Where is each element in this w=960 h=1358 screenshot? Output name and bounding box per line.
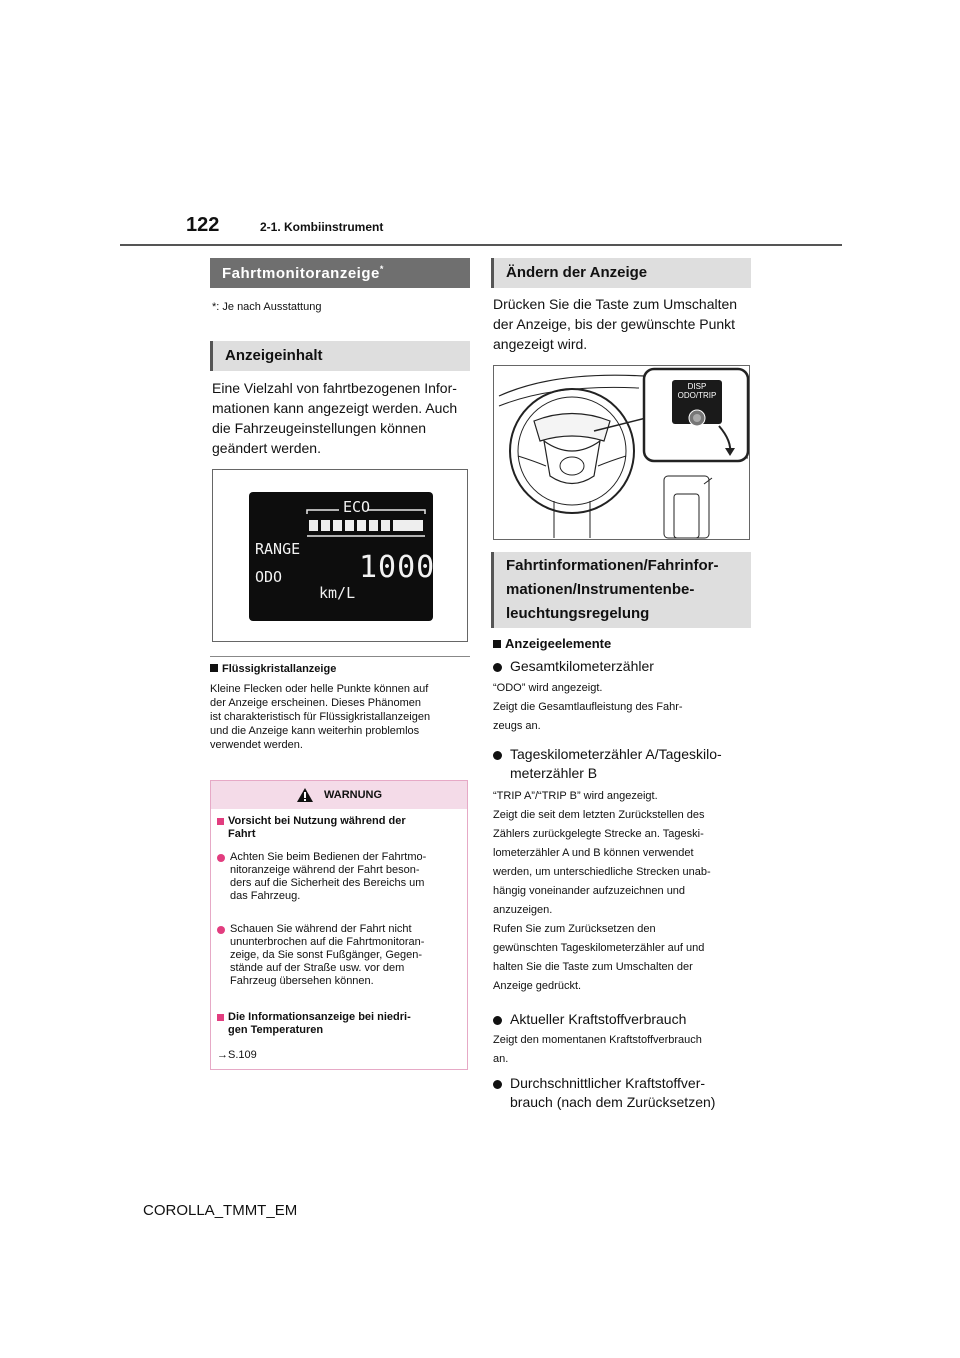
elements-title: Anzeigeelemente bbox=[493, 636, 611, 651]
disp-odo-trip-button: DISP ODO/TRIP bbox=[677, 382, 717, 400]
change-paragraph: Drücken Sie die Taste zum Umschalten der Anzeige, bis der gewünschte Punkt angezeigt wird. bbox=[493, 296, 738, 352]
item-avg-title: Durchschnittlicher Kraftstoffver- brauch (nach dem Zurücksetzen) bbox=[493, 1074, 715, 1112]
odo-value: 1000 bbox=[359, 550, 436, 585]
warning-item-1-title: Vorsicht bei Nutzung während der Fahrt bbox=[217, 815, 463, 841]
lcd-note-title: Flüssigkristallanzeige bbox=[210, 662, 336, 676]
round-bullet-icon bbox=[493, 663, 502, 672]
eco-label: ECO bbox=[343, 498, 371, 516]
item-odo-title: Gesamtkilometerzähler bbox=[493, 657, 654, 676]
warning-item-2-text: Schauen Sie während der Fahrt nicht ununterbrochen auf die Fahrtmonitoran- zeige, da Sie sonst Fußgänger, Gegen- stände auf der Straße usw. vor dem Fahrzeug übersehen können. bbox=[217, 923, 463, 988]
item-fuel-title: Aktueller Kraftstoffverbrauch bbox=[493, 1010, 686, 1029]
round-bullet-icon bbox=[493, 1080, 502, 1089]
warning-triangle-icon bbox=[296, 787, 314, 803]
square-bullet-icon bbox=[493, 640, 501, 648]
header-divider bbox=[120, 244, 842, 246]
square-bullet-icon bbox=[217, 818, 224, 825]
warning-box bbox=[210, 780, 468, 1070]
document-code: COROLLA_TMMT_EM bbox=[143, 1202, 298, 1219]
item-trip-text: “TRIP A”/“TRIP B” wird angezeigt. Zeigt die seit dem letzten Zurückstellen des Zählers zurückgelegte Strecke an. Tageski- lometerzähler A und B können verwendet werden, um unterschiedliche Strecken unab- hängig voneinander aufzuzeichnen und anzuzeigen. Rufen Sie zum Zurücksetzen den gewünschten Tageskilometerzähler auf und halten Sie die Taste zum Umschalten der Anzeige gedrückt. bbox=[493, 790, 711, 992]
item-trip-title: Tageskilometerzähler A/Tageskilo- meterzähler B bbox=[493, 745, 722, 783]
round-bullet-icon bbox=[217, 926, 225, 934]
heading-aendern-der-anzeige: Ändern der Anzeige bbox=[491, 258, 751, 288]
unit-label: km/L bbox=[319, 584, 356, 602]
heading-anzeigeinhalt: Anzeigeinhalt bbox=[210, 341, 470, 371]
warning-item-1-text: Achten Sie beim Bedienen der Fahrtmo- nitoranzeige während der Fahrt beson- ders auf die Sicherheit des Bereichs um das Fahrzeug. bbox=[217, 851, 463, 903]
range-label: RANGE bbox=[255, 540, 301, 558]
square-bullet-icon bbox=[217, 1014, 224, 1021]
item-odo-text: “ODO” wird angezeigt. Zeigt die Gesamtlaufleistung des Fahr- zeugs an. bbox=[493, 682, 683, 732]
footnote: *: Je nach Ausstattung bbox=[212, 301, 322, 313]
intro-paragraph: Eine Vielzahl von fahrtbezogenen Infor- mationen kann angezeigt werden. Auch die Fahrzeugeinstellungen können geändert werden. bbox=[212, 380, 458, 456]
heading-fahrtinformationen: Fahrtinformationen/Fahrinfor- mationen/Instrumentenbe- leuchtungsregelung bbox=[491, 552, 751, 628]
section-title: 2-1. Kombiinstrument bbox=[260, 220, 384, 234]
warning-item-3-ref[interactable]: →S.109 bbox=[217, 1049, 257, 1061]
warning-item-3-title: Die Informationsanzeige bei niedri- gen Temperaturen bbox=[217, 1011, 463, 1037]
page-number: 122 bbox=[186, 214, 220, 236]
round-bullet-icon bbox=[217, 854, 225, 862]
round-bullet-icon bbox=[493, 751, 502, 760]
odo-label: ODO bbox=[255, 568, 283, 586]
round-bullet-icon bbox=[493, 1016, 502, 1025]
square-bullet-icon bbox=[210, 664, 218, 672]
lcd-note-text: Kleine Flecken oder helle Punkte können auf der Anzeige erscheinen. Dieses Phänomen ist charakteristisch für Flüssigkristallanzeigen und die Anzeige kann weiterhin problemlos verwendet werden. bbox=[210, 683, 431, 751]
warning-header: WARNUNG bbox=[211, 781, 467, 809]
item-fuel-text: Zeigt den momentanen Kraftstoffverbrauch an. bbox=[493, 1034, 702, 1065]
steering-wheel-figure bbox=[493, 365, 750, 540]
heading-fahrtmonitoranzeige: Fahrtmonitoranzeige* bbox=[210, 258, 470, 288]
divider bbox=[210, 656, 470, 657]
lcd-screen bbox=[249, 492, 436, 621]
